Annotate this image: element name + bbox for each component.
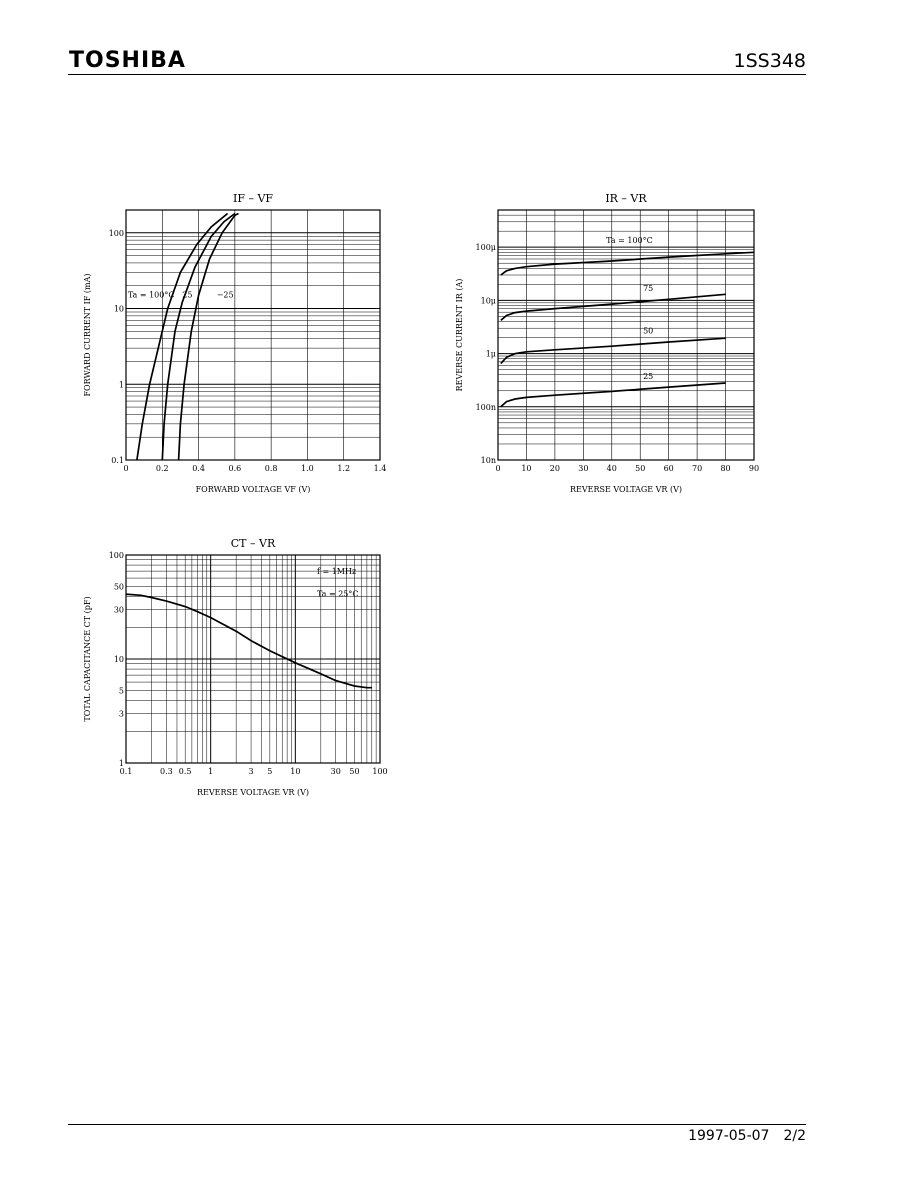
series-line-0 xyxy=(501,252,754,275)
series-line-3 xyxy=(501,383,726,407)
x-tick-label: 10 xyxy=(521,464,532,473)
x-tick-label: 20 xyxy=(549,464,560,473)
x-tick-label: 1.0 xyxy=(301,464,314,473)
x-tick-label: 60 xyxy=(663,464,674,473)
y-tick-label: 10 xyxy=(113,304,124,314)
x-tick-label: 1 xyxy=(208,767,214,776)
y-tick-label: 10n xyxy=(480,456,496,465)
series-line-0 xyxy=(126,594,372,688)
brand-logo: TOSHIBA xyxy=(69,48,186,73)
y-tick-label: 100n xyxy=(475,402,496,412)
x-tick-label: 50 xyxy=(349,767,360,776)
x-tick-label: 100 xyxy=(372,767,388,776)
x-axis-label: REVERSE VOLTAGE VR (V) xyxy=(196,788,310,797)
series-line-2 xyxy=(179,214,239,461)
curve-annotation: −25 xyxy=(216,290,234,300)
x-tick-label: 1.2 xyxy=(337,464,351,473)
y-tick-label: 50 xyxy=(113,582,124,592)
chart-title: IR – VR xyxy=(605,192,647,205)
x-tick-label: 40 xyxy=(606,464,617,473)
x-tick-label: 0 xyxy=(495,464,501,473)
series-line-2 xyxy=(501,338,726,363)
x-tick-label: 0.8 xyxy=(264,464,278,473)
x-tick-label: 0 xyxy=(123,464,129,473)
grid xyxy=(126,555,380,763)
x-tick-label: 1.4 xyxy=(373,464,387,473)
x-tick-label: 90 xyxy=(748,464,760,473)
x-tick-label: 10 xyxy=(290,767,301,776)
header-rule xyxy=(68,74,806,75)
x-axis-label: FORWARD VOLTAGE VF (V) xyxy=(195,485,311,494)
if-vf-chart xyxy=(60,180,400,500)
y-tick-label: 100μ xyxy=(475,243,496,253)
x-tick-label: 0.6 xyxy=(228,464,242,473)
curve-annotation: 50 xyxy=(643,326,654,336)
x-tick-label: 80 xyxy=(720,464,731,473)
curve-annotation: Ta = 100°C xyxy=(606,235,653,245)
y-tick-label: 100 xyxy=(108,551,124,560)
chart-title: CT – VR xyxy=(230,537,276,550)
ct-vr-chart xyxy=(60,530,400,810)
y-tick-label: 1 xyxy=(118,759,124,768)
part-number: 1SS348 xyxy=(733,50,806,72)
y-tick-label: 100 xyxy=(108,228,124,238)
x-tick-label: 0.4 xyxy=(192,464,205,473)
curve-annotation: f = 1MHz xyxy=(316,566,357,576)
curve-annotation: Ta = 100°C xyxy=(127,290,175,300)
x-tick-label: 3 xyxy=(248,767,254,776)
ir-vr-chart xyxy=(440,180,780,500)
y-tick-label: 10 xyxy=(113,655,124,664)
curve-annotation: 25 xyxy=(643,372,654,382)
x-tick-label: 50 xyxy=(635,464,646,473)
x-tick-label: 0.2 xyxy=(155,464,169,473)
y-axis-label: REVERSE CURRENT IR (A) xyxy=(455,278,464,392)
footer xyxy=(674,1128,806,1144)
y-tick-label: 0.1 xyxy=(111,456,124,465)
y-tick-label: 5 xyxy=(118,686,124,696)
grid xyxy=(498,210,754,460)
footer-rule xyxy=(68,1124,806,1125)
curve-annotation: Ta = 25°C xyxy=(316,589,359,599)
x-tick-label: 5 xyxy=(267,767,273,776)
y-axis-label: FORWARD CURRENT IF (mA) xyxy=(83,273,92,397)
x-tick-label: 0.5 xyxy=(178,767,192,776)
y-tick-label: 3 xyxy=(118,709,124,719)
y-axis-label: TOTAL CAPACITANCE CT (pF) xyxy=(83,596,92,722)
footer-date: 1997-05-07 xyxy=(688,1128,770,1144)
x-tick-label: 0.3 xyxy=(160,767,173,776)
curve-annotation: 75 xyxy=(643,284,654,294)
y-tick-label: 1μ xyxy=(485,349,496,359)
x-tick-label: 30 xyxy=(330,767,341,776)
x-axis-label: REVERSE VOLTAGE VR (V) xyxy=(569,485,683,494)
y-tick-label: 1 xyxy=(118,380,124,390)
y-tick-label: 30 xyxy=(113,605,124,615)
x-tick-label: 70 xyxy=(692,464,703,473)
curve-annotation: 25 xyxy=(182,290,193,300)
x-tick-label: 0.1 xyxy=(119,767,133,776)
footer-page: 2/2 xyxy=(783,1128,806,1144)
chart-title: IF – VF xyxy=(232,192,274,205)
y-tick-label: 10μ xyxy=(480,296,496,306)
x-tick-label: 30 xyxy=(578,464,589,473)
